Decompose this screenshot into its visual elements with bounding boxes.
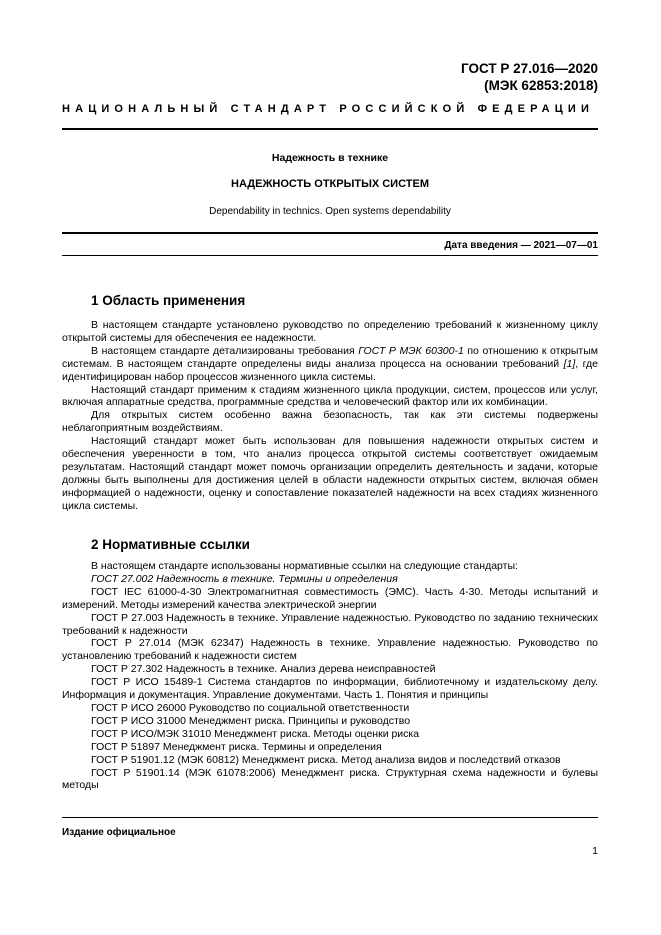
reference-item: ГОСТ Р ИСО 26000 Руководство по социальной ответственности <box>91 701 410 714</box>
reference-item: ГОСТ Р 27.302 Надежность в технике. Анализ дерева неисправностей <box>91 663 436 676</box>
section-2-heading: 2 Нормативные ссылки <box>91 537 250 552</box>
national-standard-banner: НАЦИОНАЛЬНЫЙ СТАНДАРТ РОССИЙСКОЙ ФЕДЕРАЦИИ <box>62 103 595 115</box>
reference-item: ГОСТ Р 51897 Менеджмент риска. Термины и определения <box>91 740 382 753</box>
english-title: Dependability in technics. Open systems dependability <box>209 206 451 217</box>
section-1-body <box>62 319 598 513</box>
standard-reference: ГОСТ Р МЭК 60300-1 <box>358 344 464 357</box>
reference-item: ГОСТ Р 27.003 Надежность в технике. Управление надежностью. Руководство по заданию технических требований к надежности <box>62 611 598 637</box>
top-divider <box>62 128 598 130</box>
title-divider <box>62 232 598 234</box>
reference-item: ГОСТ Р 51901.12 (МЭК 60812) Менеджмент риска. Метод анализа видов и последствий отказов <box>91 753 561 766</box>
paragraph: Настоящий стандарт может быть использован для повышения надежности открытых систем и обеспечения уверенности в том, что анализ процесса открытой системы соответствует ожидаемым результатам. Настоящий стандарт может помочь организации определить деятельность и задачи, которые должны быть выполнены для достижения целей в области надежности открытых систем, включая обмен информацией о надежности, оценку и сопоставление показателей надежности на всех стадиях жизненного цикла системы. <box>62 435 598 512</box>
reference-item: ГОСТ IEC 61000-4-30 Электромагнитная совместимость (ЭМС). Часть 4-30. Методы испытаний и измерений. Методы измерений качества электрической энергии <box>62 585 598 611</box>
paragraph: В настоящем стандарте использованы нормативные ссылки на следующие стандарты: <box>91 560 518 572</box>
paragraph: Настоящий стандарт применим к стадиям жизненного цикла продукции, систем, процессов или услуг, включая аппаратные средства, программные средства и человеческий фактор или их комбинации. <box>62 383 598 409</box>
introduction-date: Дата введения — 2021—07—01 <box>444 240 598 251</box>
standard-designation <box>461 60 598 94</box>
paragraph: В настоящем стандарте детализированы требования ГОСТ Р МЭК 60300-1 по отношению к открытым системам. В настоящем стандарте определены виды анализа процесса на основании требований [1], где идентифицирован набор процессов жизненного цикла системы. <box>62 344 598 383</box>
date-divider <box>62 255 598 256</box>
bibliography-reference: [1] <box>563 357 576 370</box>
paragraph: В настоящем стандарте установлено руководство по определению требований к жизненному циклу открытой системы для обеспечения ее надежности. <box>62 319 598 344</box>
official-edition-label: Издание официальное <box>62 827 176 838</box>
reference-item: ГОСТ Р ИСО/МЭК 31010 Менеджмент риска. Методы оценки риска <box>91 727 420 740</box>
section-1-heading: 1 Область применения <box>91 293 246 308</box>
reference-item: ГОСТ 27.002 Надежность в технике. Термины и определения <box>91 572 398 585</box>
reference-item: ГОСТ Р ИСО 15489-1 Система стандартов по информации, библиотечному и издательскому делу. Информация и документация. Управление документами. Часть 1. Понятия и принципы <box>62 676 598 702</box>
reference-item: ГОСТ Р ИСО 31000 Менеджмент риска. Принципы и руководство <box>91 714 411 727</box>
subject-title: Надежность в технике <box>271 152 389 164</box>
section-2-body <box>62 560 598 792</box>
iec-code: (МЭК 62853:2018) <box>484 78 598 93</box>
reference-item: ГОСТ Р 51901.14 (МЭК 61078:2006) Менеджмент риска. Структурная схема надежности и булевы методы <box>62 766 598 792</box>
standard-code: ГОСТ Р 27.016—2020 <box>461 61 598 76</box>
footer-divider <box>62 817 598 818</box>
reference-item: ГОСТ Р 27.014 (МЭК 62347) Надежность в технике. Управление надежностью. Руководство по установлению требований к надежности систем <box>62 637 598 663</box>
paragraph: Для открытых систем особенно важна безопасность, так как эти системы подвержены неблагоприятным воздействиям. <box>62 409 598 435</box>
document-title: НАДЕЖНОСТЬ ОТКРЫТЫХ СИСТЕМ <box>231 178 429 190</box>
page-number: 1 <box>592 845 598 857</box>
